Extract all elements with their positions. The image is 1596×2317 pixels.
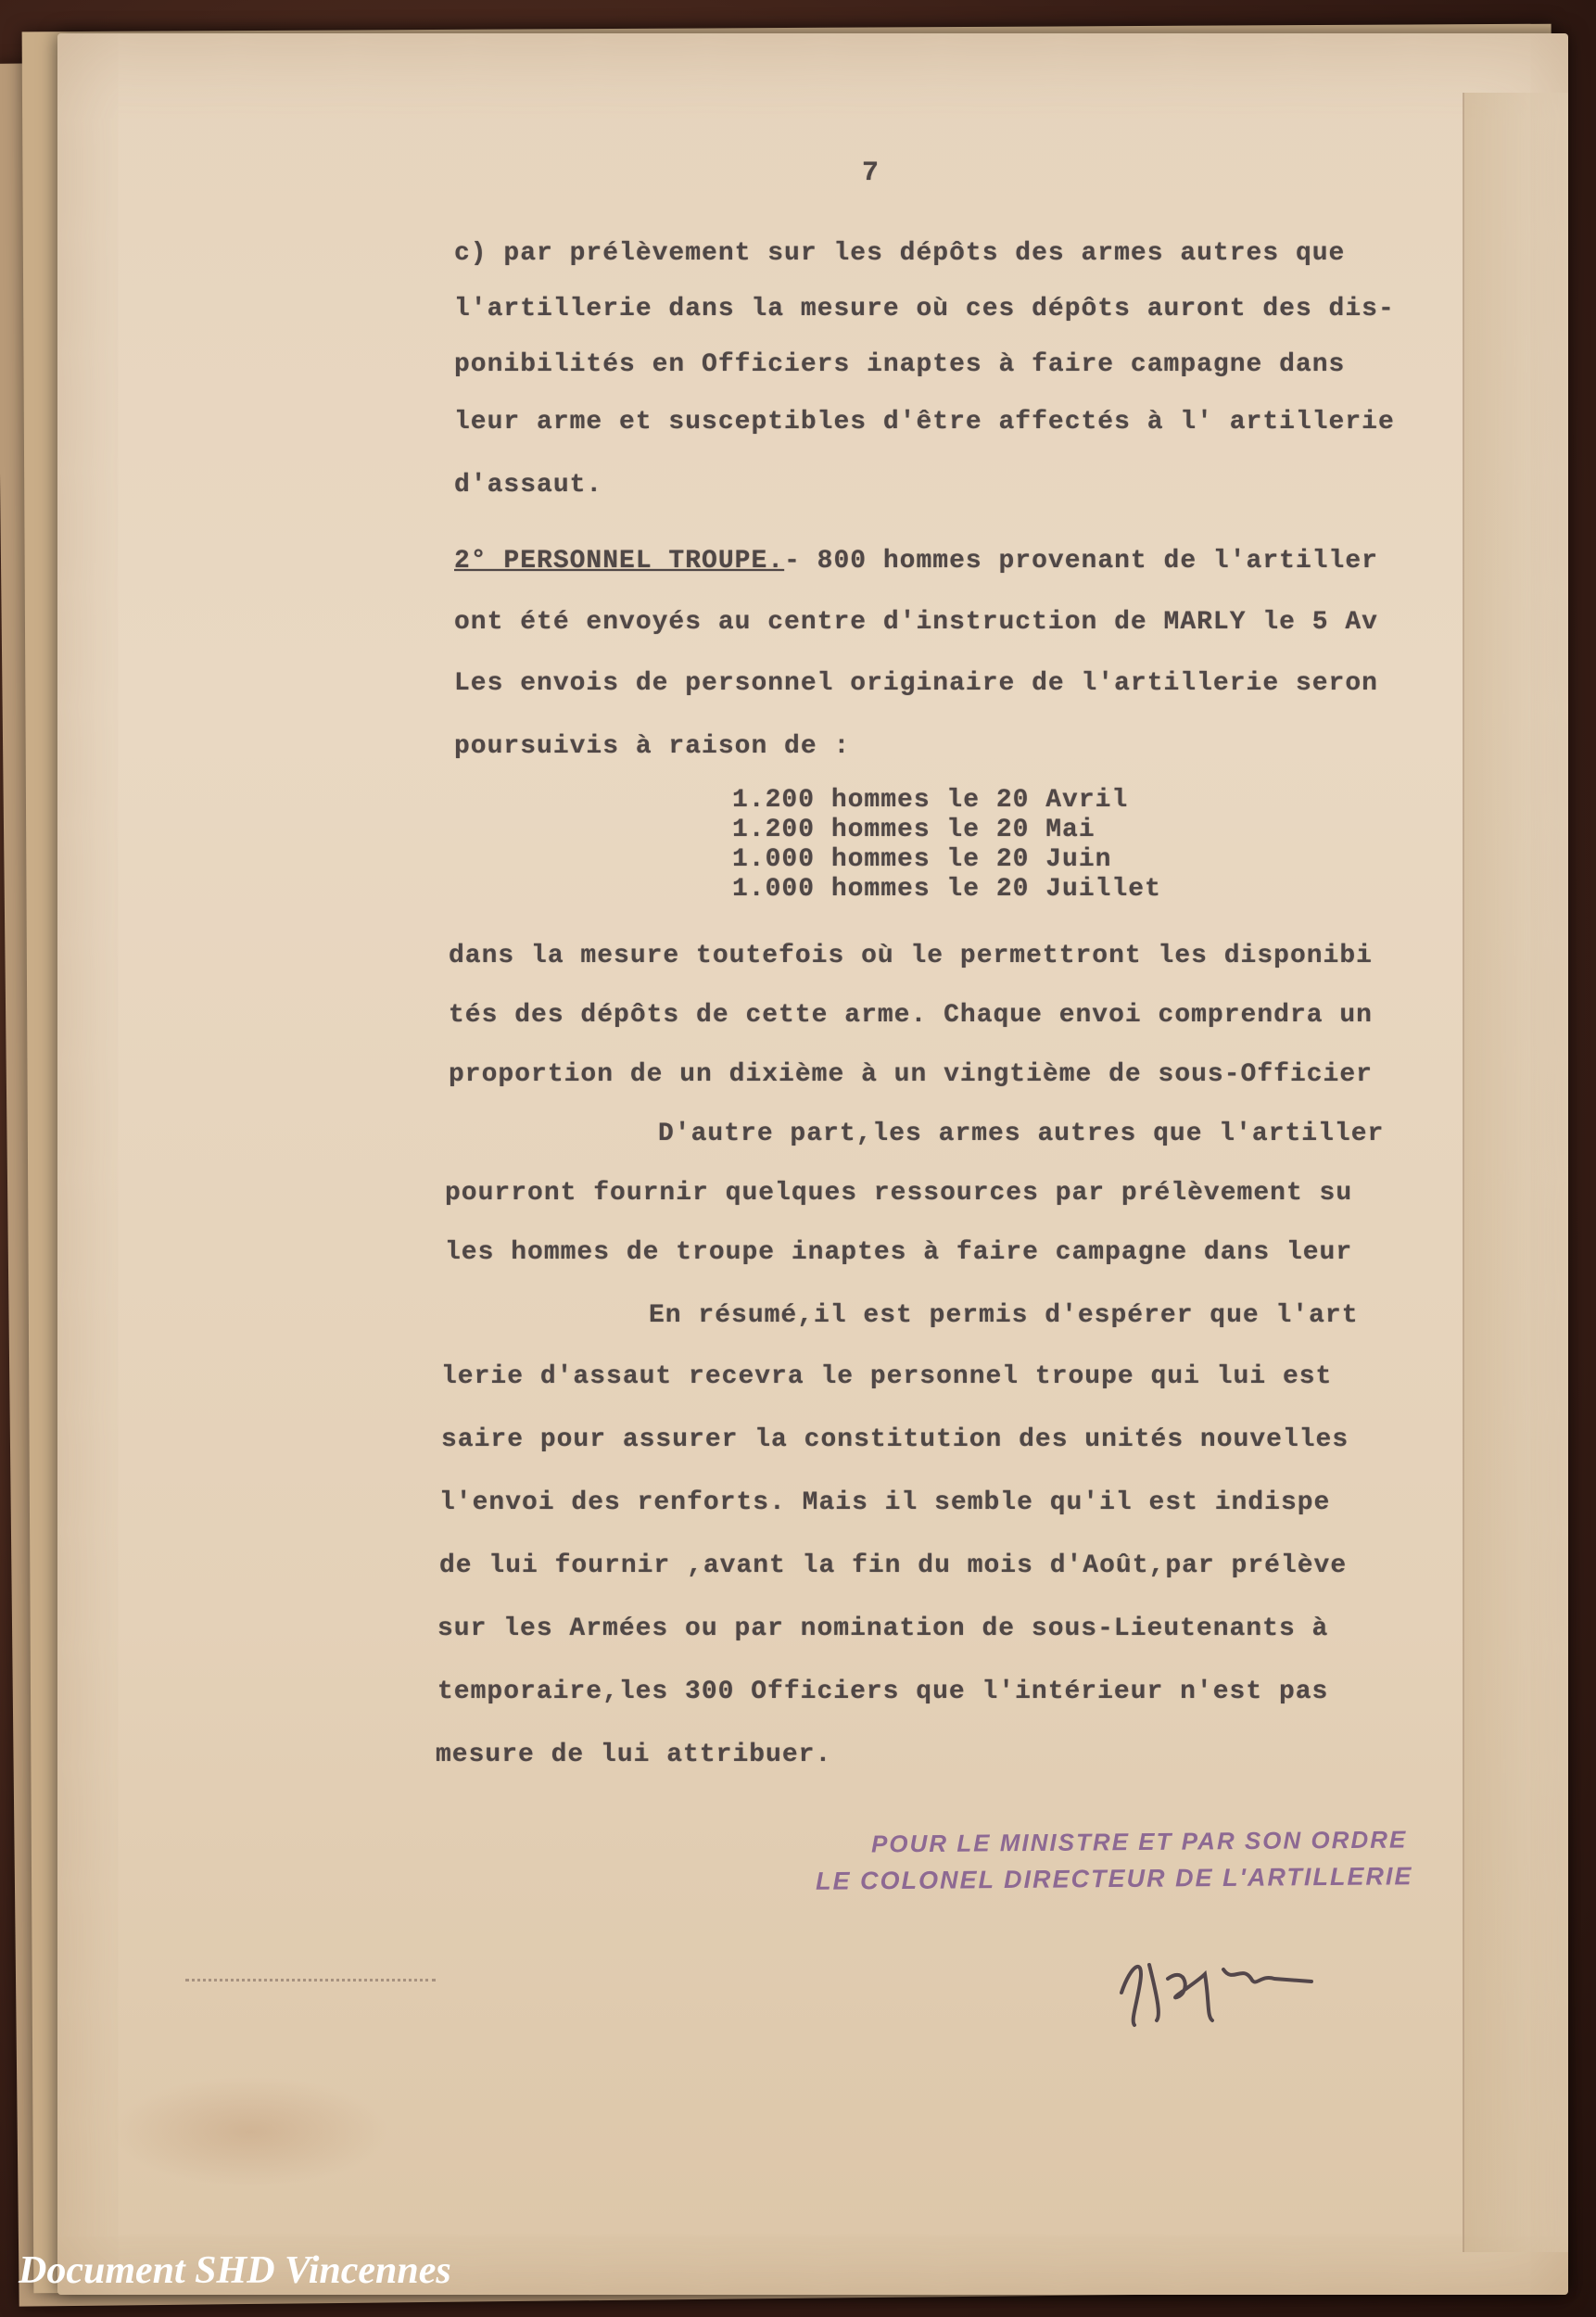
page-number: 7 [862, 158, 880, 189]
official-stamp-line: LE COLONEL DIRECTEUR DE L'ARTILLERIE [815, 1862, 1413, 1895]
schedule-entry: 1.200 hommes le 20 Avril [732, 786, 1129, 815]
section-2-line: Les envois de personnel originaire de l'artillerie seron [454, 669, 1378, 698]
paragraph-line: pourront fournir quelques ressources par prélèvement su [445, 1179, 1353, 1208]
schedule-entry: 1.000 hommes le 20 Juillet [732, 875, 1161, 904]
paper-stain [111, 2076, 389, 2187]
paragraph-line: dans la mesure toutefois où le permettront les disponibi [449, 942, 1373, 970]
dotted-rule [185, 1979, 436, 1981]
paragraph-line: saire pour assurer la constitution des unités nouvelles [441, 1425, 1349, 1454]
handwritten-signature [1103, 1928, 1325, 2039]
paragraph-c-line: ponibilités en Officiers inaptes à faire campagne dans [454, 350, 1346, 379]
official-stamp-line: POUR LE MINISTRE ET PAR SON ORDRE [870, 1825, 1408, 1858]
folded-page-edge [1463, 93, 1568, 2252]
paragraph-line: proportion de un dixième à un vingtième de sous-Officier [449, 1060, 1373, 1089]
paragraph-line: temporaire,les 300 Officiers que l'intérieur n'est pas [437, 1678, 1329, 1706]
section-2-line-rest: - 800 hommes provenant de l'artiller [784, 547, 1378, 576]
paragraph-line: les hommes de troupe inaptes à faire campagne dans leur [445, 1238, 1353, 1267]
paragraph-c-line: c) par prélèvement sur les dépôts des armes autres que [454, 239, 1346, 268]
paragraph-c-line: d'assaut. [454, 471, 603, 500]
section-2-first-line [454, 547, 1378, 576]
schedule-entry: 1.200 hommes le 20 Mai [732, 816, 1096, 844]
source-caption: Document SHD Vincennes [19, 2249, 451, 2292]
section-2-line: ont été envoyés au centre d'instruction de MARLY le 5 Av [454, 608, 1378, 637]
paragraph-c-line: l'artillerie dans la mesure où ces dépôts auront des dis- [454, 295, 1395, 323]
paragraph-line: de lui fournir ,avant la fin du mois d'Août,par prélève [439, 1551, 1348, 1580]
paragraph-line: l'envoi des renforts. Mais il semble qu'il est indispe [439, 1488, 1331, 1517]
paragraph-c-line: leur arme et susceptibles d'être affectés à l' artillerie [454, 408, 1395, 437]
paragraph-line: En résumé,il est permis d'espérer que l'art [649, 1301, 1359, 1330]
paragraph-line: D'autre part,les armes autres que l'artiller [658, 1120, 1385, 1148]
schedule-entry: 1.000 hommes le 20 Juin [732, 845, 1112, 874]
section-2-line: poursuivis à raison de : [454, 732, 851, 761]
paragraph-line: tés des dépôts de cette arme. Chaque envoi comprendra un [449, 1001, 1373, 1030]
paragraph-line: mesure de lui attribuer. [436, 1741, 832, 1769]
paragraph-line: sur les Armées ou par nomination de sous-Lieutenants à [437, 1614, 1329, 1643]
paragraph-line: lerie d'assaut recevra le personnel troupe qui lui est [441, 1362, 1333, 1391]
section-2-heading: 2° PERSONNEL TROUPE. [454, 547, 785, 576]
